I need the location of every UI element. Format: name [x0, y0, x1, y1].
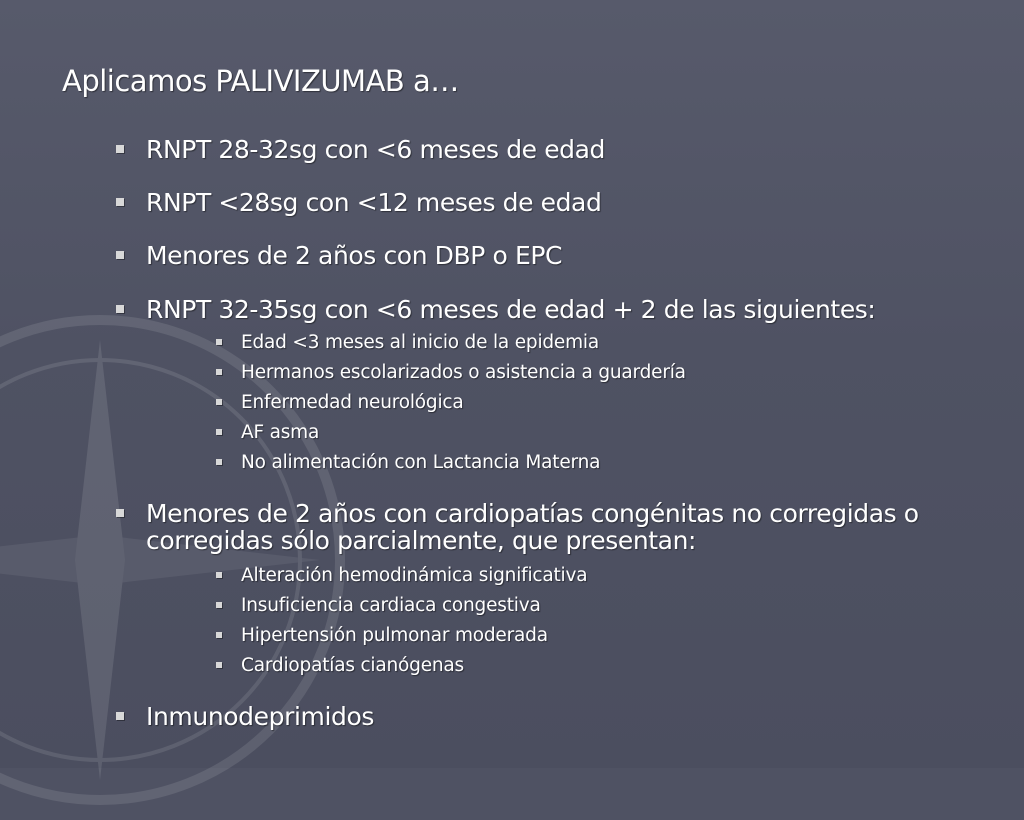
bullet-item: [116, 189, 601, 216]
bullet-text: RNPT 32-35sg con <6 meses de edad + 2 de las siguientes:: [146, 295, 876, 324]
sub-bullet-item: [216, 452, 600, 474]
bullet-text: Inmunodeprimidos: [146, 702, 374, 731]
square-bullet-icon: [116, 251, 124, 259]
square-bullet-icon: [216, 399, 222, 405]
sub-bullet-text: AF asma: [241, 422, 320, 443]
square-bullet-icon: [116, 712, 124, 720]
square-bullet-icon: [116, 145, 124, 153]
sub-bullet-item: [216, 362, 686, 384]
square-bullet-icon: [216, 459, 222, 465]
sub-bullet-text: Insuficiencia cardiaca congestiva: [241, 595, 541, 616]
bullet-text: RNPT <28sg con <12 meses de edad: [146, 188, 602, 217]
bullet-text: Menores de 2 años con cardiopatías congénitas no corregidas o corregidas sólo parcialmente, que presentan:: [146, 499, 919, 555]
sub-bullet-text: Edad <3 meses al inicio de la epidemia: [241, 332, 600, 353]
bullet-text: RNPT 28-32sg con <6 meses de edad: [146, 135, 606, 164]
bullet-item: [116, 296, 875, 323]
slide-title: Aplicamos PALIVIZUMAB a…: [62, 64, 459, 98]
sub-bullet-item: [216, 655, 464, 677]
bullet-text: Menores de 2 años con DBP o EPC: [146, 241, 563, 270]
square-bullet-icon: [116, 198, 124, 206]
square-bullet-icon: [216, 369, 222, 375]
sub-bullet-item: [216, 332, 599, 354]
sub-bullet-text: Hermanos escolarizados o asistencia a guardería: [241, 362, 686, 383]
sub-bullet-text: Cardiopatías cianógenas: [241, 655, 464, 676]
square-bullet-icon: [216, 662, 222, 668]
square-bullet-icon: [216, 602, 222, 608]
sub-bullet-text: Hipertensión pulmonar moderada: [241, 625, 548, 646]
square-bullet-icon: [216, 632, 222, 638]
sub-bullet-text: Alteración hemodinámica significativa: [241, 565, 588, 586]
bullet-item: [116, 500, 976, 554]
bullet-item: [116, 242, 562, 269]
sub-bullet-text: Enfermedad neurológica: [241, 392, 464, 413]
sub-bullet-item: [216, 422, 319, 444]
sub-bullet-text: No alimentación con Lactancia Materna: [241, 452, 601, 473]
bullet-item: [116, 136, 605, 163]
sub-bullet-item: [216, 595, 541, 617]
square-bullet-icon: [216, 572, 222, 578]
sub-bullet-item: [216, 392, 464, 414]
bullet-item: [116, 703, 374, 730]
square-bullet-icon: [216, 339, 222, 345]
square-bullet-icon: [116, 509, 124, 517]
sub-bullet-item: [216, 565, 587, 587]
square-bullet-icon: [116, 305, 124, 313]
sub-bullet-item: [216, 625, 548, 647]
square-bullet-icon: [216, 429, 222, 435]
